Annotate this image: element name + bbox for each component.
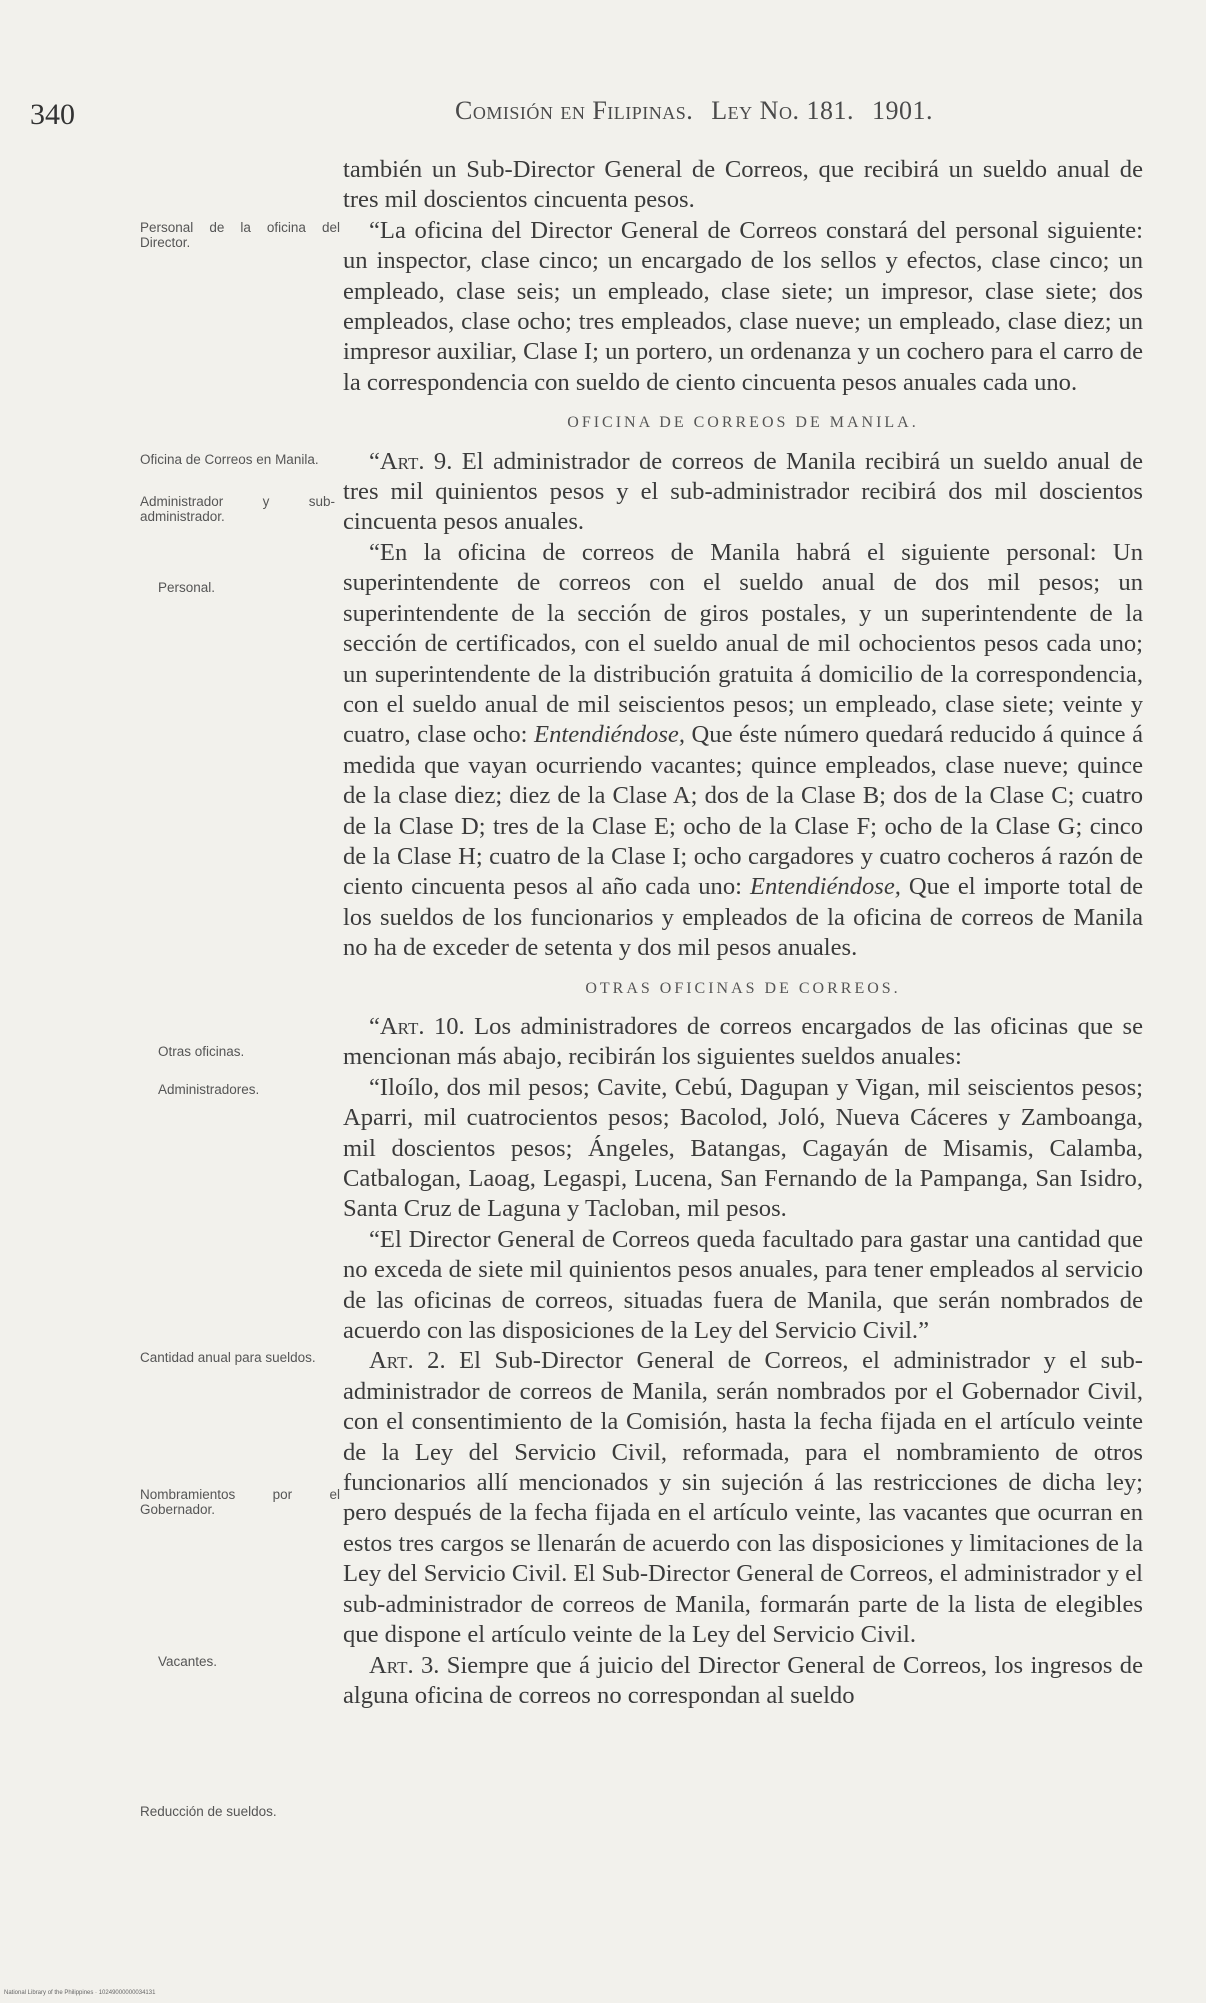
margin-note-otras-oficinas: Otras oficinas.: [158, 1044, 245, 1059]
margin-note-personal: Personal.: [158, 580, 216, 595]
margin-note-nombramientos: Nombramientos por el Gobernador.: [140, 1487, 340, 1517]
paragraph: “En la oficina de correos de Manila habrá el siguiente personal: Un superintendente de correos con el sueldo anual de dos mil pesos; un superintendente de la sección de giros postales, y un superintendente de la sección de certificados, con el sueldo anual de mil ochocientos pesos cada uno; un superintendente de la distribución gratuita á domicilio de la correspondencia, con el sueldo anual de mil seiscientos pesos; un empleado, clase siete; veinte y cuatro, clase ocho: Entendiéndose, Que éste número quedará reducido á quince á medida que vayan ocurriendo vacantes; quince empleados, clase nueve; quince de la clase diez; diez de la Clase A; dos de la Clase B; dos de la Clase C; cuatro de la Clase D; tres de la Clase E; ocho de la Clase F; ocho de la Clase G; cinco de la Clase H; cuatro de la Clase I; ocho cargadores y cuatro cocheros á razón de ciento cincuenta pesos al año cada uno: Entendiéndose, Que el importe total de los sueldos de los funcionarios y empleados de la oficina de correos de Manila no ha de exceder de setenta y dos mil pesos anuales.: [343, 538, 1143, 962]
running-title: Comisión en Filipinas.: [455, 96, 694, 125]
margin-note-vacantes: Vacantes.: [158, 1654, 218, 1669]
margin-note-administrador: Administrador y sub-administrador.: [140, 494, 335, 524]
year: 1901.: [871, 96, 933, 125]
article-label: Art. 2.: [369, 1347, 446, 1375]
footer-source: National Library of the Philippines · 10249000000034131: [4, 1990, 156, 1996]
section-heading: OTRAS OFICINAS DE CORREOS.: [585, 979, 901, 997]
paragraph: “El Director General de Correos queda facultado para gastar una cantidad que no exceda de siete mil quinientos pesos anuales, para tener empleados al servicio de las oficinas de correos, situadas fuera de Manila, que serán nombrados de acuerdo con las disposiciones de la Ley del Servicio Civil.”: [343, 1225, 1143, 1345]
paragraph: también un Sub-Director General de Correos, que recibirá un sueldo anual de tres mil doscientos cincuenta pesos.: [343, 156, 1143, 214]
paragraph: “Iloílo, dos mil pesos; Cavite, Cebú, Dagupan y Vigan, mil seiscientos pesos; Aparri, mil cuatrocientos pesos; Bacolod, Joló, Nueva Cáceres y Zamboanga, mil doscientos pesos; Ángeles, Batangas, Cagayán de Misamis, Calamba, Catbalogan, Laoag, Legaspi, Lucena, San Fernando de la Pampanga, San Isidro, Santa Cruz de Laguna y Tacloban, mil pesos.: [343, 1073, 1143, 1223]
emphasis: Entendiéndose,: [749, 873, 901, 901]
paragraph: Art. 3. Siempre que á juicio del Director General de Correos, los ingresos de alguna oficina de correos no correspondan al sueldo: [343, 1651, 1143, 1709]
paragraph: “La oficina del Director General de Correos constará del personal siguiente: un inspector, clase cinco; un encargado de los sellos y efectos, clase cinco; un empleado, clase seis; un empleado, clase siete; un impresor, clase siete; dos empleados, clase ocho; tres empleados, clase nueve; un empleado, clase diez; un impresor auxiliar, Clase I; un portero, un ordenanza y un cochero para el carro de la correspondencia con sueldo de ciento cincuenta pesos anuales cada uno.: [343, 216, 1143, 396]
article-label: Art. 3.: [369, 1651, 440, 1679]
paragraph: “Art. 10. Los administradores de correos encargados de las oficinas que se mencionan más abajo, recibirán los siguientes sueldos anuales:: [343, 1012, 1143, 1071]
margin-note-personal-oficina: Personal de la oficina del Director.: [140, 220, 340, 250]
margin-note-reduccion: Reducción de sueldos.: [140, 1804, 277, 1819]
paragraph: Art. 2. El Sub-Director General de Correos, el administrador y el sub-administrador de correos de Manila, serán nombrados por el Gobernador Civil, con el consentimiento de la Comisión, hasta la fecha fijada en el artículo veinte de la Ley del Servicio Civil, reformada, para el nombramiento de otros funcionarios allí mencionados y sin sujeción á las restricciones de dicha ley; pero después de la fecha fijada en el artículo veinte, las vacantes que ocurran en estos tres cargos se llenarán de acuerdo con las disposiciones y limitaciones de la Ley del Servicio Civil. El Sub-Director General de Correos, el administrador y el sub-administrador de correos de Manila, formarán parte de la lista de elegibles que dispone el artículo veinte de la Ley del Servicio Civil.: [343, 1347, 1143, 1649]
emphasis: Entendiéndose,: [534, 721, 685, 749]
article-label: “Art. 10.: [369, 1012, 465, 1040]
page-number: 340: [30, 98, 75, 131]
margin-note-cantidad-anual: Cantidad anual para sueldos.: [140, 1350, 316, 1365]
paragraph: “Art. 9. El administrador de correos de Manila recibirá un sueldo anual de tres mil quinientos pesos y el sub-administrador recibirá dos mil doscientos cincuenta pesos anuales.: [343, 447, 1143, 536]
law-number: Ley No. 181.: [711, 96, 854, 125]
body-text: [343, 155, 1143, 1711]
article-label: “Art. 9.: [369, 447, 453, 475]
section-heading: OFICINA DE CORREOS DE MANILA.: [567, 414, 919, 432]
running-head: [455, 96, 933, 126]
margin-note-administradores: Administradores.: [158, 1082, 260, 1097]
margin-note-oficina-manila: Oficina de Correos en Manila.: [140, 452, 319, 467]
